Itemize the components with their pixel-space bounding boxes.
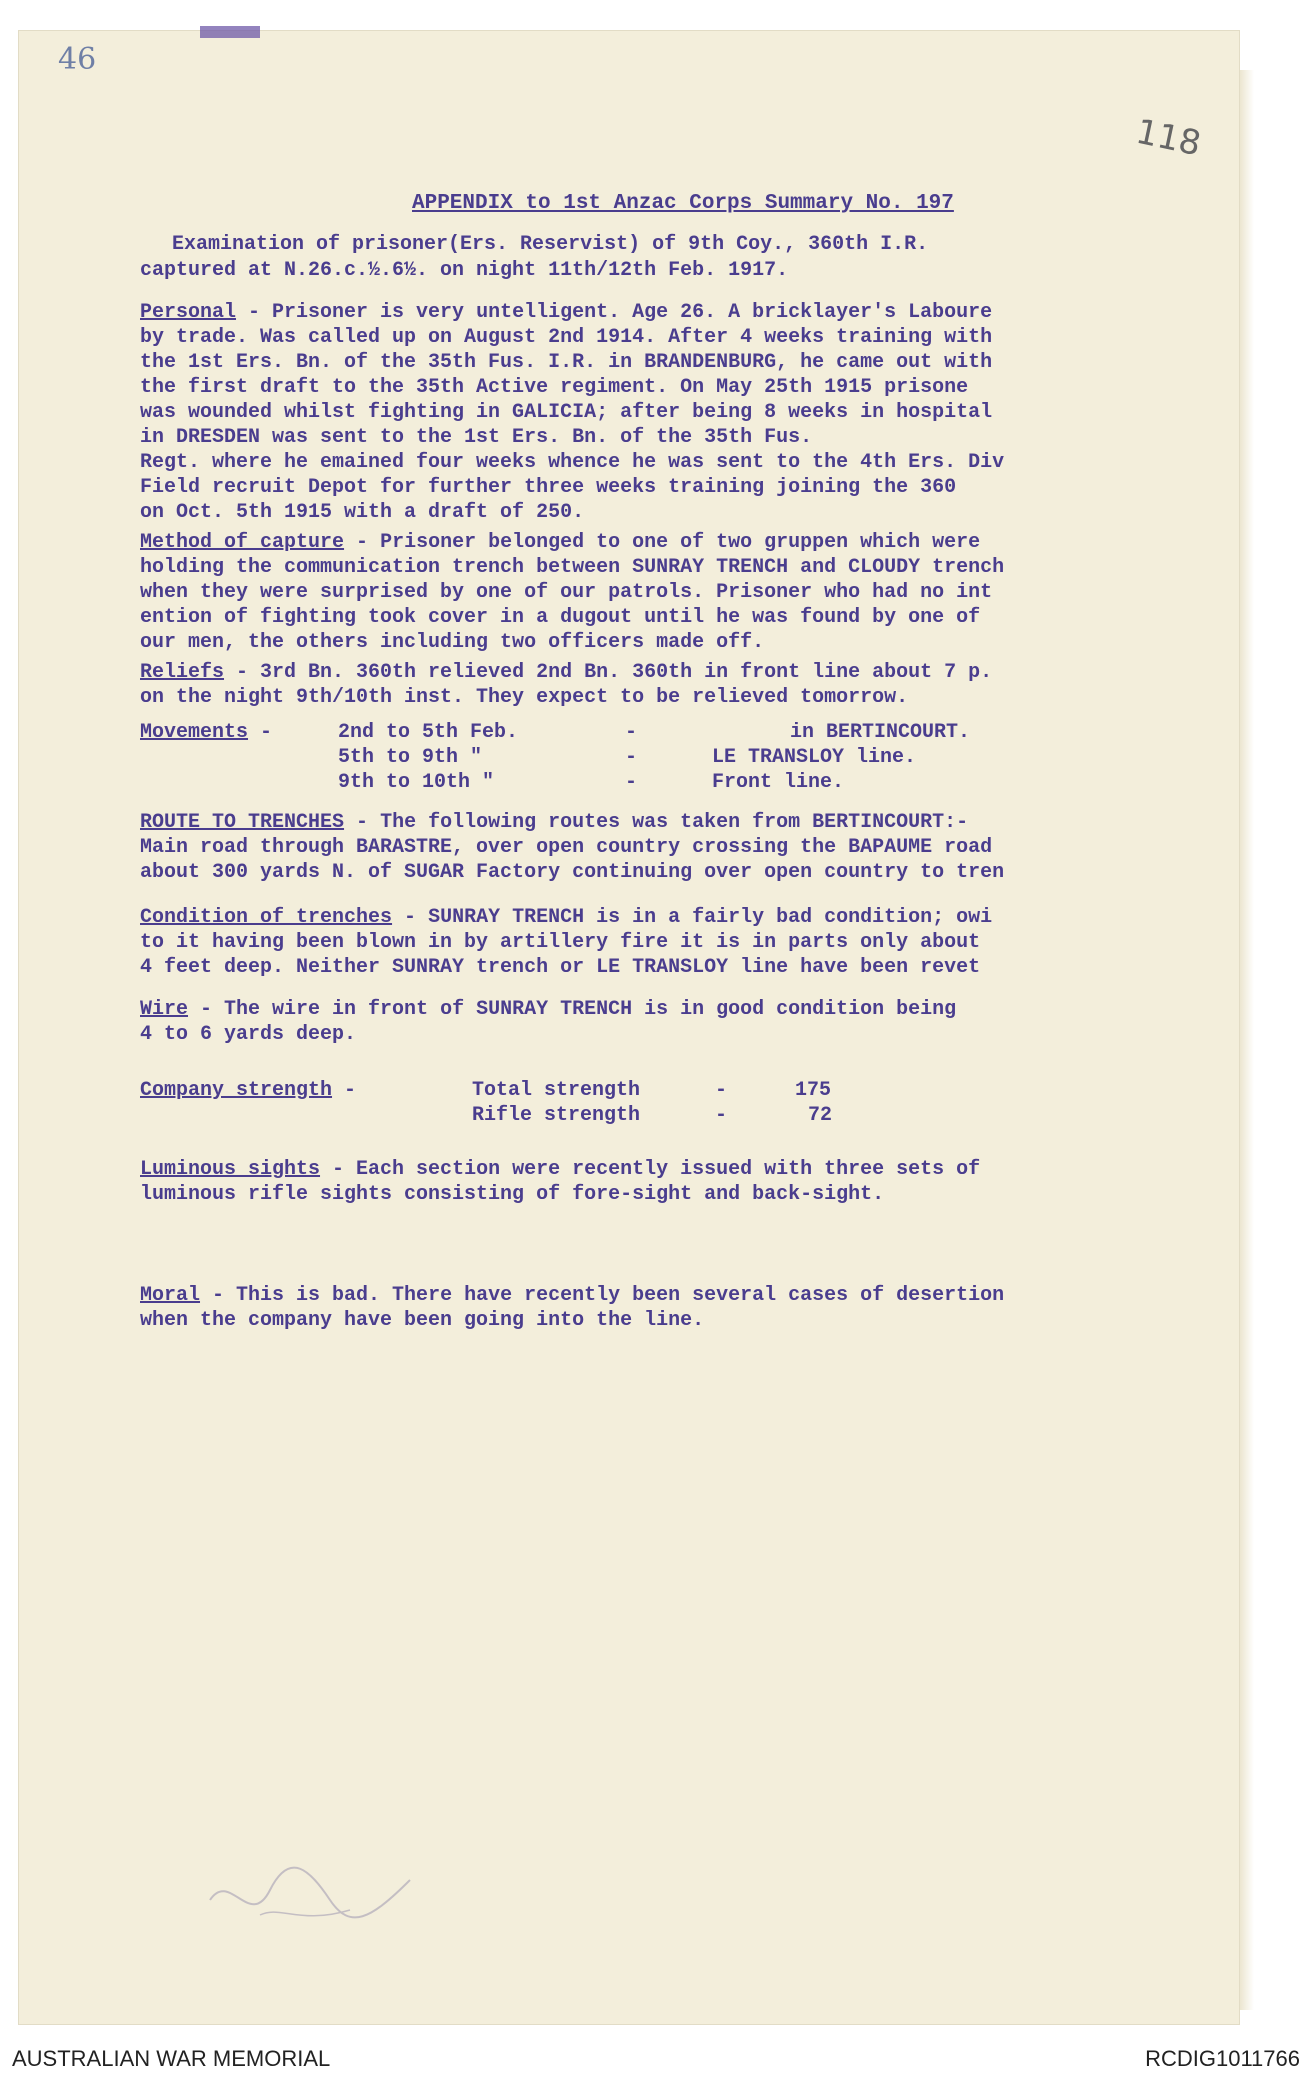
section-luminous: Luminous sights - Each section were recently issued with three sets of [140, 1158, 981, 1181]
section-capture: Method of capture - Prisoner belonged to one of two gruppen which were [140, 531, 981, 554]
paragraph-line: by trade. Was called up on August 2nd 1914. After 4 weeks training with [140, 326, 993, 349]
paragraph-line: was wounded whilst fighting in GALICIA; after being 8 weeks in hospital [140, 401, 993, 424]
movement-date: 2nd to 5th Feb. [338, 721, 519, 744]
page-edge-mark [200, 26, 260, 38]
section-condition: Condition of trenches - SUNRAY TRENCH is in a fairly bad condition; owi [140, 906, 993, 929]
signature-bleed-through [200, 1860, 420, 1940]
footer-record-id: RCDIG1011766 [1145, 2046, 1300, 2071]
section-personal: Personal - Prisoner is very untelligent. Age 26. A bricklayer's Laboure [140, 301, 993, 324]
section-route: ROUTE TO TRENCHES - The following routes was taken from BERTINCOURT:- [140, 811, 969, 834]
paragraph-line: 4 feet deep. Neither SUNRAY trench or LE TRANSLOY line have been revet [140, 956, 981, 979]
paragraph-line: about 300 yards N. of SUGAR Factory continuing over open country to tren [140, 861, 1005, 884]
section-heading: Wire [140, 998, 189, 1021]
intro-line: captured at N.26.c.½.6½. on night 11th/12th Feb. 1917. [140, 259, 789, 282]
paragraph-line: Field recruit Depot for further three weeks training joining the 360 [140, 476, 957, 499]
section-wire: Wire - The wire in front of SUNRAY TRENCH is in good condition being [140, 998, 957, 1021]
section-moral: Moral - This is bad. There have recently been several cases of desertion [140, 1284, 1005, 1307]
movement-place: in BERTINCOURT. [790, 721, 971, 744]
section-text: The wire in front of SUNRAY TRENCH is in good condition being [224, 998, 957, 1021]
section-text: Prisoner belonged to one of two gruppen which were [380, 531, 981, 554]
section-reliefs: Reliefs - 3rd Bn. 360th relieved 2nd Bn. 360th in front line about 7 p. [140, 661, 993, 684]
section-text: Each section were recently issued with three sets of [356, 1158, 981, 1181]
section-heading: Personal [140, 301, 237, 324]
paragraph-line: the first draft to the 35th Active regiment. On May 25th 1915 prisone [140, 376, 969, 399]
paragraph-line: our men, the others including two officers made off. [140, 631, 765, 654]
section-text: The following routes was taken from BERTINCOURT:- [380, 811, 969, 834]
section-text: 3rd Bn. 360th relieved 2nd Bn. 360th in front line about 7 p. [260, 661, 993, 684]
paragraph-line: ention of fighting took cover in a dugout until he was found by one of [140, 606, 981, 629]
movement-place: Front line. [712, 771, 845, 794]
paragraph-line: when the company have been going into the line. [140, 1309, 705, 1332]
footer-archive-name: AUSTRALIAN WAR MEMORIAL [12, 2046, 331, 2071]
paragraph-line: when they were surprised by one of our patrols. Prisoner who had no int [140, 581, 993, 604]
paragraph-line: on Oct. 5th 1915 with a draft of 250. [140, 501, 585, 524]
section-heading: ROUTE TO TRENCHES [140, 811, 345, 834]
folio-number-pencil: 46 [58, 42, 97, 77]
intro-line: Examination of prisoner(Ers. Reservist) of 9th Coy., 360th I.R. [172, 233, 929, 256]
movement-dash: - [625, 746, 638, 769]
paragraph-line: the 1st Ers. Bn. of the 35th Fus. I.R. in BRANDENBURG, he came out with [140, 351, 993, 374]
paragraph-line: to it having been blown in by artillery fire it is in parts only about [140, 931, 981, 954]
paragraph-line: 4 to 6 yards deep. [140, 1023, 357, 1046]
section-text: SUNRAY TRENCH is in a fairly bad condition; owi [428, 906, 993, 929]
strength-label: Rifle strength [472, 1104, 641, 1127]
strength-dash: - [715, 1079, 728, 1102]
paragraph-line: holding the communication trench between SUNRAY TRENCH and CLOUDY trench [140, 556, 1005, 579]
paragraph-line: Main road through BARASTRE, over open country crossing the BAPAUME road [140, 836, 993, 859]
section-strength: Company strength - [140, 1079, 357, 1102]
section-heading: Method of capture [140, 531, 345, 554]
section-heading: Luminous sights [140, 1158, 321, 1181]
section-heading: Movements [140, 721, 249, 744]
document-title: APPENDIX to 1st Anzac Corps Summary No. 197 [412, 192, 954, 215]
strength-value: 175 [795, 1079, 832, 1102]
paragraph-line: on the night 9th/10th inst. They expect to be relieved tomorrow. [140, 686, 909, 709]
section-heading: Condition of trenches [140, 906, 393, 929]
section-heading: Company strength [140, 1079, 333, 1102]
section-heading: Moral [140, 1284, 201, 1307]
section-text: Prisoner is very untelligent. Age 26. A bricklayer's Laboure [272, 301, 993, 324]
movement-place: LE TRANSLOY line. [712, 746, 917, 769]
section-movements: Movements - [140, 721, 273, 744]
paragraph-line: luminous rifle sights consisting of fore-sight and back-sight. [140, 1183, 885, 1206]
strength-dash: - [715, 1104, 728, 1127]
strength-value: 72 [808, 1104, 833, 1127]
folio-number-stamp: 118 [1132, 111, 1205, 165]
section-heading: Reliefs [140, 661, 225, 684]
section-text: This is bad. There have recently been several cases of desertion [236, 1284, 1005, 1307]
movement-date: 9th to 10th " [338, 771, 495, 794]
paragraph-line: Regt. where he emained four weeks whence he was sent to the 4th Ers. Div [140, 451, 1005, 474]
strength-label: Total strength [472, 1079, 641, 1102]
movement-date: 5th to 9th " [338, 746, 483, 769]
paragraph-line: in DRESDEN was sent to the 1st Ers. Bn. of the 35th Fus. [140, 426, 813, 449]
movement-dash: - [625, 771, 638, 794]
movement-dash: - [625, 721, 638, 744]
